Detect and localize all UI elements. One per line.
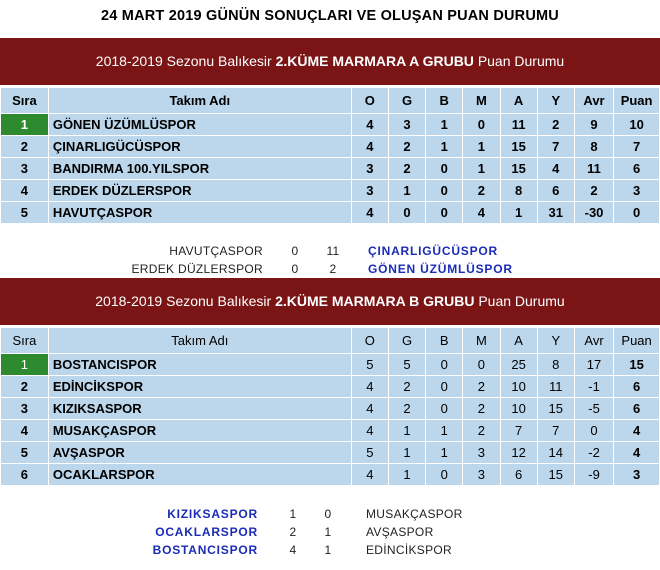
col-header-g: G bbox=[388, 328, 425, 354]
rank-cell: 2 bbox=[1, 136, 49, 158]
away-team: GÖNEN ÜZÜMLÜSPOR bbox=[368, 262, 513, 276]
played-cell: 5 bbox=[351, 442, 388, 464]
played-cell: 4 bbox=[351, 114, 388, 136]
team-name-cell: ERDEK DÜZLERSPOR bbox=[48, 180, 351, 202]
group-a-results bbox=[0, 242, 660, 278]
group-a-header-row bbox=[1, 88, 660, 114]
team-name-cell: KIZIKSASPOR bbox=[48, 398, 351, 420]
lost-cell: 1 bbox=[463, 158, 500, 180]
draw-cell: 0 bbox=[426, 158, 463, 180]
goals-against-cell: 7 bbox=[537, 420, 574, 442]
col-header-y: Y bbox=[537, 328, 574, 354]
away-team: AVŞASPOR bbox=[366, 525, 434, 539]
goal-diff-cell: 17 bbox=[574, 354, 613, 376]
points-cell: 4 bbox=[614, 420, 660, 442]
points-cell: 7 bbox=[614, 136, 660, 158]
group-b-standings-table bbox=[0, 327, 660, 486]
team-name-cell: MUSAKÇASPOR bbox=[48, 420, 351, 442]
draw-cell: 1 bbox=[426, 136, 463, 158]
lost-cell: 2 bbox=[463, 420, 500, 442]
won-cell: 2 bbox=[388, 136, 425, 158]
team-name-cell: AVŞASPOR bbox=[48, 442, 351, 464]
goals-for-cell: 15 bbox=[500, 136, 537, 158]
draw-cell: 0 bbox=[426, 354, 463, 376]
draw-cell: 1 bbox=[426, 420, 463, 442]
lost-cell: 2 bbox=[463, 398, 500, 420]
goals-against-cell: 11 bbox=[537, 376, 574, 398]
match-result-row bbox=[0, 242, 660, 260]
points-cell: 6 bbox=[614, 158, 660, 180]
group-a-standings-table bbox=[0, 87, 660, 224]
team-name-cell: OCAKLARSPOR bbox=[48, 464, 351, 486]
table-row bbox=[1, 442, 660, 464]
group-b-header-row bbox=[1, 328, 660, 354]
goals-for-cell: 8 bbox=[500, 180, 537, 202]
points-cell: 0 bbox=[614, 202, 660, 224]
played-cell: 5 bbox=[351, 354, 388, 376]
table-row bbox=[1, 376, 660, 398]
goal-diff-cell: 11 bbox=[574, 158, 613, 180]
col-header-sira: Sıra bbox=[1, 328, 49, 354]
played-cell: 4 bbox=[351, 464, 388, 486]
rank-cell: 5 bbox=[1, 442, 49, 464]
team-name-cell: EDİNCİKSPOR bbox=[48, 376, 351, 398]
col-header-b: B bbox=[426, 328, 463, 354]
goals-against-cell: 6 bbox=[537, 180, 574, 202]
lost-cell: 1 bbox=[463, 136, 500, 158]
draw-cell: 0 bbox=[426, 202, 463, 224]
table-row bbox=[1, 114, 660, 136]
goals-for-cell: 11 bbox=[500, 114, 537, 136]
won-cell: 1 bbox=[388, 180, 425, 202]
rank-cell: 4 bbox=[1, 180, 49, 202]
group-b-banner bbox=[0, 278, 660, 325]
group-a-banner-group: 2.KÜME MARMARA A GRUBU bbox=[275, 53, 474, 69]
rank-cell: 1 bbox=[1, 114, 49, 136]
away-score: 1 bbox=[324, 543, 332, 557]
played-cell: 4 bbox=[351, 376, 388, 398]
match-result-row bbox=[0, 541, 660, 559]
away-team: ÇINARLIGÜCÜSPOR bbox=[368, 244, 499, 258]
col-header-a: A bbox=[500, 328, 537, 354]
won-cell: 1 bbox=[388, 464, 425, 486]
col-header-sira: Sıra bbox=[1, 88, 49, 114]
group-a-banner bbox=[0, 38, 660, 85]
away-score: 11 bbox=[326, 244, 340, 258]
lost-cell: 2 bbox=[463, 180, 500, 202]
col-header-puan: Puan bbox=[614, 88, 660, 114]
goals-for-cell: 25 bbox=[500, 354, 537, 376]
goals-against-cell: 2 bbox=[537, 114, 574, 136]
lost-cell: 0 bbox=[463, 114, 500, 136]
played-cell: 4 bbox=[351, 420, 388, 442]
draw-cell: 1 bbox=[426, 114, 463, 136]
points-cell: 15 bbox=[614, 354, 660, 376]
won-cell: 3 bbox=[388, 114, 425, 136]
table-row bbox=[1, 180, 660, 202]
col-header-y: Y bbox=[537, 88, 574, 114]
team-name-cell: HAVUTÇASPOR bbox=[48, 202, 351, 224]
goal-diff-cell: 2 bbox=[574, 180, 613, 202]
points-cell: 3 bbox=[614, 180, 660, 202]
points-cell: 10 bbox=[614, 114, 660, 136]
away-score: 2 bbox=[329, 262, 337, 276]
col-header-puan: Puan bbox=[614, 328, 660, 354]
col-header-m: M bbox=[463, 88, 500, 114]
home-score: 1 bbox=[289, 507, 297, 521]
home-score: 4 bbox=[289, 543, 297, 557]
rank-cell: 1 bbox=[1, 354, 49, 376]
rank-cell: 6 bbox=[1, 464, 49, 486]
goals-for-cell: 10 bbox=[500, 398, 537, 420]
goal-diff-cell: -30 bbox=[574, 202, 613, 224]
goal-diff-cell: -5 bbox=[574, 398, 613, 420]
goals-for-cell: 15 bbox=[500, 158, 537, 180]
match-result-row bbox=[0, 260, 660, 278]
col-header-avr: Avr bbox=[574, 88, 613, 114]
won-cell: 0 bbox=[388, 202, 425, 224]
played-cell: 3 bbox=[351, 158, 388, 180]
goals-for-cell: 6 bbox=[500, 464, 537, 486]
match-result-row bbox=[0, 523, 660, 541]
team-name-cell: BANDIRMA 100.YILSPOR bbox=[48, 158, 351, 180]
group-b-banner-group: 2.KÜME MARMARA B GRUBU bbox=[275, 293, 475, 309]
goals-against-cell: 7 bbox=[537, 136, 574, 158]
col-header-o: O bbox=[351, 328, 388, 354]
home-team: OCAKLARSPOR bbox=[155, 525, 258, 539]
draw-cell: 0 bbox=[426, 376, 463, 398]
group-b-banner-pre: 2018-2019 Sezonu Balıkesir bbox=[95, 293, 272, 309]
goal-diff-cell: -2 bbox=[574, 442, 613, 464]
goals-for-cell: 10 bbox=[500, 376, 537, 398]
goals-against-cell: 14 bbox=[537, 442, 574, 464]
rank-cell: 4 bbox=[1, 420, 49, 442]
table-row bbox=[1, 158, 660, 180]
goal-diff-cell: 9 bbox=[574, 114, 613, 136]
home-team: HAVUTÇASPOR bbox=[169, 244, 263, 258]
col-header-b: B bbox=[426, 88, 463, 114]
rank-cell: 2 bbox=[1, 376, 49, 398]
won-cell: 1 bbox=[388, 420, 425, 442]
played-cell: 3 bbox=[351, 180, 388, 202]
home-team: KIZIKSASPOR bbox=[167, 507, 258, 521]
away-score: 1 bbox=[324, 525, 332, 539]
table-row bbox=[1, 420, 660, 442]
played-cell: 4 bbox=[351, 202, 388, 224]
goals-against-cell: 15 bbox=[537, 398, 574, 420]
goals-for-cell: 12 bbox=[500, 442, 537, 464]
team-name-cell: ÇINARLIGÜCÜSPOR bbox=[48, 136, 351, 158]
lost-cell: 0 bbox=[463, 354, 500, 376]
home-score: 0 bbox=[291, 244, 299, 258]
points-cell: 4 bbox=[614, 442, 660, 464]
draw-cell: 0 bbox=[426, 398, 463, 420]
col-header-takim-adi: Takım Adı bbox=[48, 88, 351, 114]
group-a-banner-post: Puan Durumu bbox=[477, 53, 565, 69]
table-row bbox=[1, 136, 660, 158]
group-a-banner-pre: 2018-2019 Sezonu Balıkesir bbox=[95, 53, 272, 69]
col-header-avr: Avr bbox=[574, 328, 613, 354]
col-header-g: G bbox=[388, 88, 425, 114]
goal-diff-cell: 0 bbox=[574, 420, 613, 442]
lost-cell: 2 bbox=[463, 376, 500, 398]
col-header-takim-adi: Takım Adı bbox=[48, 328, 351, 354]
rank-cell: 3 bbox=[1, 398, 49, 420]
page-title: 24 MART 2019 GÜNÜN SONUÇLARI VE OLUŞAN PUAN DURUMU bbox=[101, 8, 559, 24]
table-row bbox=[1, 354, 660, 376]
group-b-banner-post: Puan Durumu bbox=[478, 293, 565, 309]
col-header-m: M bbox=[463, 328, 500, 354]
won-cell: 2 bbox=[388, 376, 425, 398]
away-team: MUSAKÇASPOR bbox=[366, 507, 463, 521]
col-header-o: O bbox=[351, 88, 388, 114]
won-cell: 5 bbox=[388, 354, 425, 376]
goals-for-cell: 1 bbox=[500, 202, 537, 224]
group-b-results bbox=[0, 505, 660, 559]
played-cell: 4 bbox=[351, 398, 388, 420]
lost-cell: 4 bbox=[463, 202, 500, 224]
points-cell: 6 bbox=[614, 376, 660, 398]
table-row bbox=[1, 398, 660, 420]
points-cell: 3 bbox=[614, 464, 660, 486]
away-score: 0 bbox=[324, 507, 332, 521]
won-cell: 1 bbox=[388, 442, 425, 464]
home-score: 2 bbox=[289, 525, 297, 539]
goal-diff-cell: -1 bbox=[574, 376, 613, 398]
goals-for-cell: 7 bbox=[500, 420, 537, 442]
goal-diff-cell: -9 bbox=[574, 464, 613, 486]
match-result-row bbox=[0, 505, 660, 523]
team-name-cell: GÖNEN ÜZÜMLÜSPOR bbox=[48, 114, 351, 136]
home-team: ERDEK DÜZLERSPOR bbox=[131, 262, 263, 276]
goal-diff-cell: 8 bbox=[574, 136, 613, 158]
lost-cell: 3 bbox=[463, 464, 500, 486]
home-score: 0 bbox=[291, 262, 299, 276]
played-cell: 4 bbox=[351, 136, 388, 158]
points-cell: 6 bbox=[614, 398, 660, 420]
lost-cell: 3 bbox=[463, 442, 500, 464]
col-header-a: A bbox=[500, 88, 537, 114]
goals-against-cell: 8 bbox=[537, 354, 574, 376]
goals-against-cell: 15 bbox=[537, 464, 574, 486]
table-row bbox=[1, 202, 660, 224]
draw-cell: 0 bbox=[426, 180, 463, 202]
table-row bbox=[1, 464, 660, 486]
rank-cell: 3 bbox=[1, 158, 49, 180]
team-name-cell: BOSTANCISPOR bbox=[48, 354, 351, 376]
home-team: BOSTANCISPOR bbox=[152, 543, 258, 557]
won-cell: 2 bbox=[388, 398, 425, 420]
rank-cell: 5 bbox=[1, 202, 49, 224]
draw-cell: 0 bbox=[426, 464, 463, 486]
away-team: EDİNCİKSPOR bbox=[366, 543, 452, 557]
goals-against-cell: 31 bbox=[537, 202, 574, 224]
draw-cell: 1 bbox=[426, 442, 463, 464]
won-cell: 2 bbox=[388, 158, 425, 180]
goals-against-cell: 4 bbox=[537, 158, 574, 180]
